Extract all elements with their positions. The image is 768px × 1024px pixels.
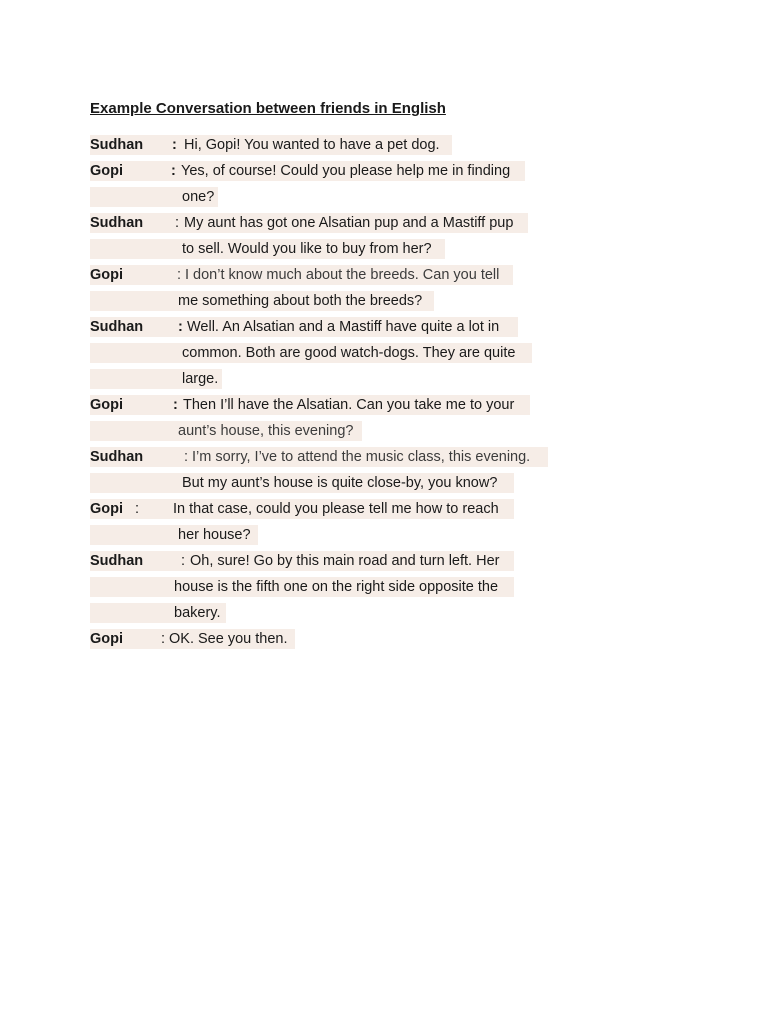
dialogue-line bbox=[90, 447, 548, 467]
dialogue-text: me something about both the breeds? bbox=[178, 293, 423, 309]
speaker-name: Sudhan bbox=[90, 137, 144, 153]
dialogue-text: to sell. Would you like to buy from her? bbox=[182, 241, 432, 257]
dialogue-line bbox=[90, 265, 513, 285]
dialogue-text: common. Both are good watch-dogs. They are quite bbox=[182, 345, 516, 361]
speaker-colon: : bbox=[135, 501, 140, 517]
dialogue-line bbox=[90, 369, 222, 389]
speaker-colon: : bbox=[178, 319, 183, 335]
dialogue-line bbox=[90, 135, 452, 155]
dialogue-text: Yes, of course! Could you please help me in finding bbox=[181, 163, 511, 179]
speaker-name: Sudhan bbox=[90, 553, 144, 569]
dialogue-text: I’m sorry, I’ve to attend the music class, this evening. bbox=[192, 449, 531, 465]
dialogue-line bbox=[90, 629, 295, 649]
dialogue-text: her house? bbox=[178, 527, 251, 543]
speaker-name: Sudhan bbox=[90, 215, 144, 231]
speaker-name: Sudhan bbox=[90, 449, 144, 465]
dialogue-line bbox=[90, 473, 514, 493]
dialogue-text: Oh, sure! Go by this main road and turn left. Her bbox=[190, 553, 500, 569]
dialogue-line bbox=[90, 343, 532, 363]
dialogue-text: Then I’ll have the Alsatian. Can you take me to your bbox=[183, 397, 515, 413]
dialogue-text: In that case, could you please tell me how to reach bbox=[173, 501, 499, 517]
dialogue-text: Hi, Gopi! You wanted to have a pet dog. bbox=[184, 137, 440, 153]
dialogue-line bbox=[90, 213, 528, 233]
speaker-colon: : bbox=[172, 137, 177, 153]
speaker-name: Sudhan bbox=[90, 319, 144, 335]
speaker-colon: : bbox=[177, 267, 182, 283]
speaker-colon: : bbox=[173, 397, 178, 413]
dialogue-line bbox=[90, 239, 445, 259]
dialogue-text: one? bbox=[182, 189, 215, 205]
dialogue-line bbox=[90, 499, 514, 519]
dialogue-text: My aunt has got one Alsatian pup and a Mastiff pup bbox=[184, 215, 514, 231]
document-title: Example Conversation between friends in English bbox=[90, 100, 446, 117]
speaker-name: Gopi bbox=[90, 501, 124, 517]
dialogue-line bbox=[90, 317, 518, 337]
dialogue-text: But my aunt’s house is quite close-by, you know? bbox=[182, 475, 498, 491]
speaker-colon: : bbox=[161, 631, 166, 647]
dialogue-line bbox=[90, 603, 226, 623]
speaker-name: Gopi bbox=[90, 397, 124, 413]
dialogue-line bbox=[90, 577, 514, 597]
speaker-colon: : bbox=[175, 215, 180, 231]
dialogue-line bbox=[90, 551, 514, 571]
dialogue-text: Well. An Alsatian and a Mastiff have quite a lot in bbox=[187, 319, 500, 335]
dialogue-line bbox=[90, 187, 218, 207]
dialogue-text: aunt’s house, this evening? bbox=[178, 423, 354, 439]
dialogue-text: house is the fifth one on the right side opposite the bbox=[174, 579, 499, 595]
speaker-name: Gopi bbox=[90, 267, 124, 283]
dialogue-text: bakery. bbox=[174, 605, 221, 621]
speaker-name: Gopi bbox=[90, 631, 124, 647]
speaker-colon: : bbox=[171, 163, 176, 179]
dialogue-text: I don’t know much about the breeds. Can you tell bbox=[185, 267, 500, 283]
dialogue-line bbox=[90, 161, 525, 181]
dialogue-text: large. bbox=[182, 371, 219, 387]
dialogue-line bbox=[90, 525, 258, 545]
speaker-colon: : bbox=[181, 553, 186, 569]
dialogue-line bbox=[90, 421, 362, 441]
dialogue-line bbox=[90, 395, 530, 415]
dialogue-line bbox=[90, 291, 434, 311]
speaker-colon: : bbox=[184, 449, 189, 465]
dialogue-text: OK. See you then. bbox=[169, 631, 288, 647]
speaker-name: Gopi bbox=[90, 163, 124, 179]
